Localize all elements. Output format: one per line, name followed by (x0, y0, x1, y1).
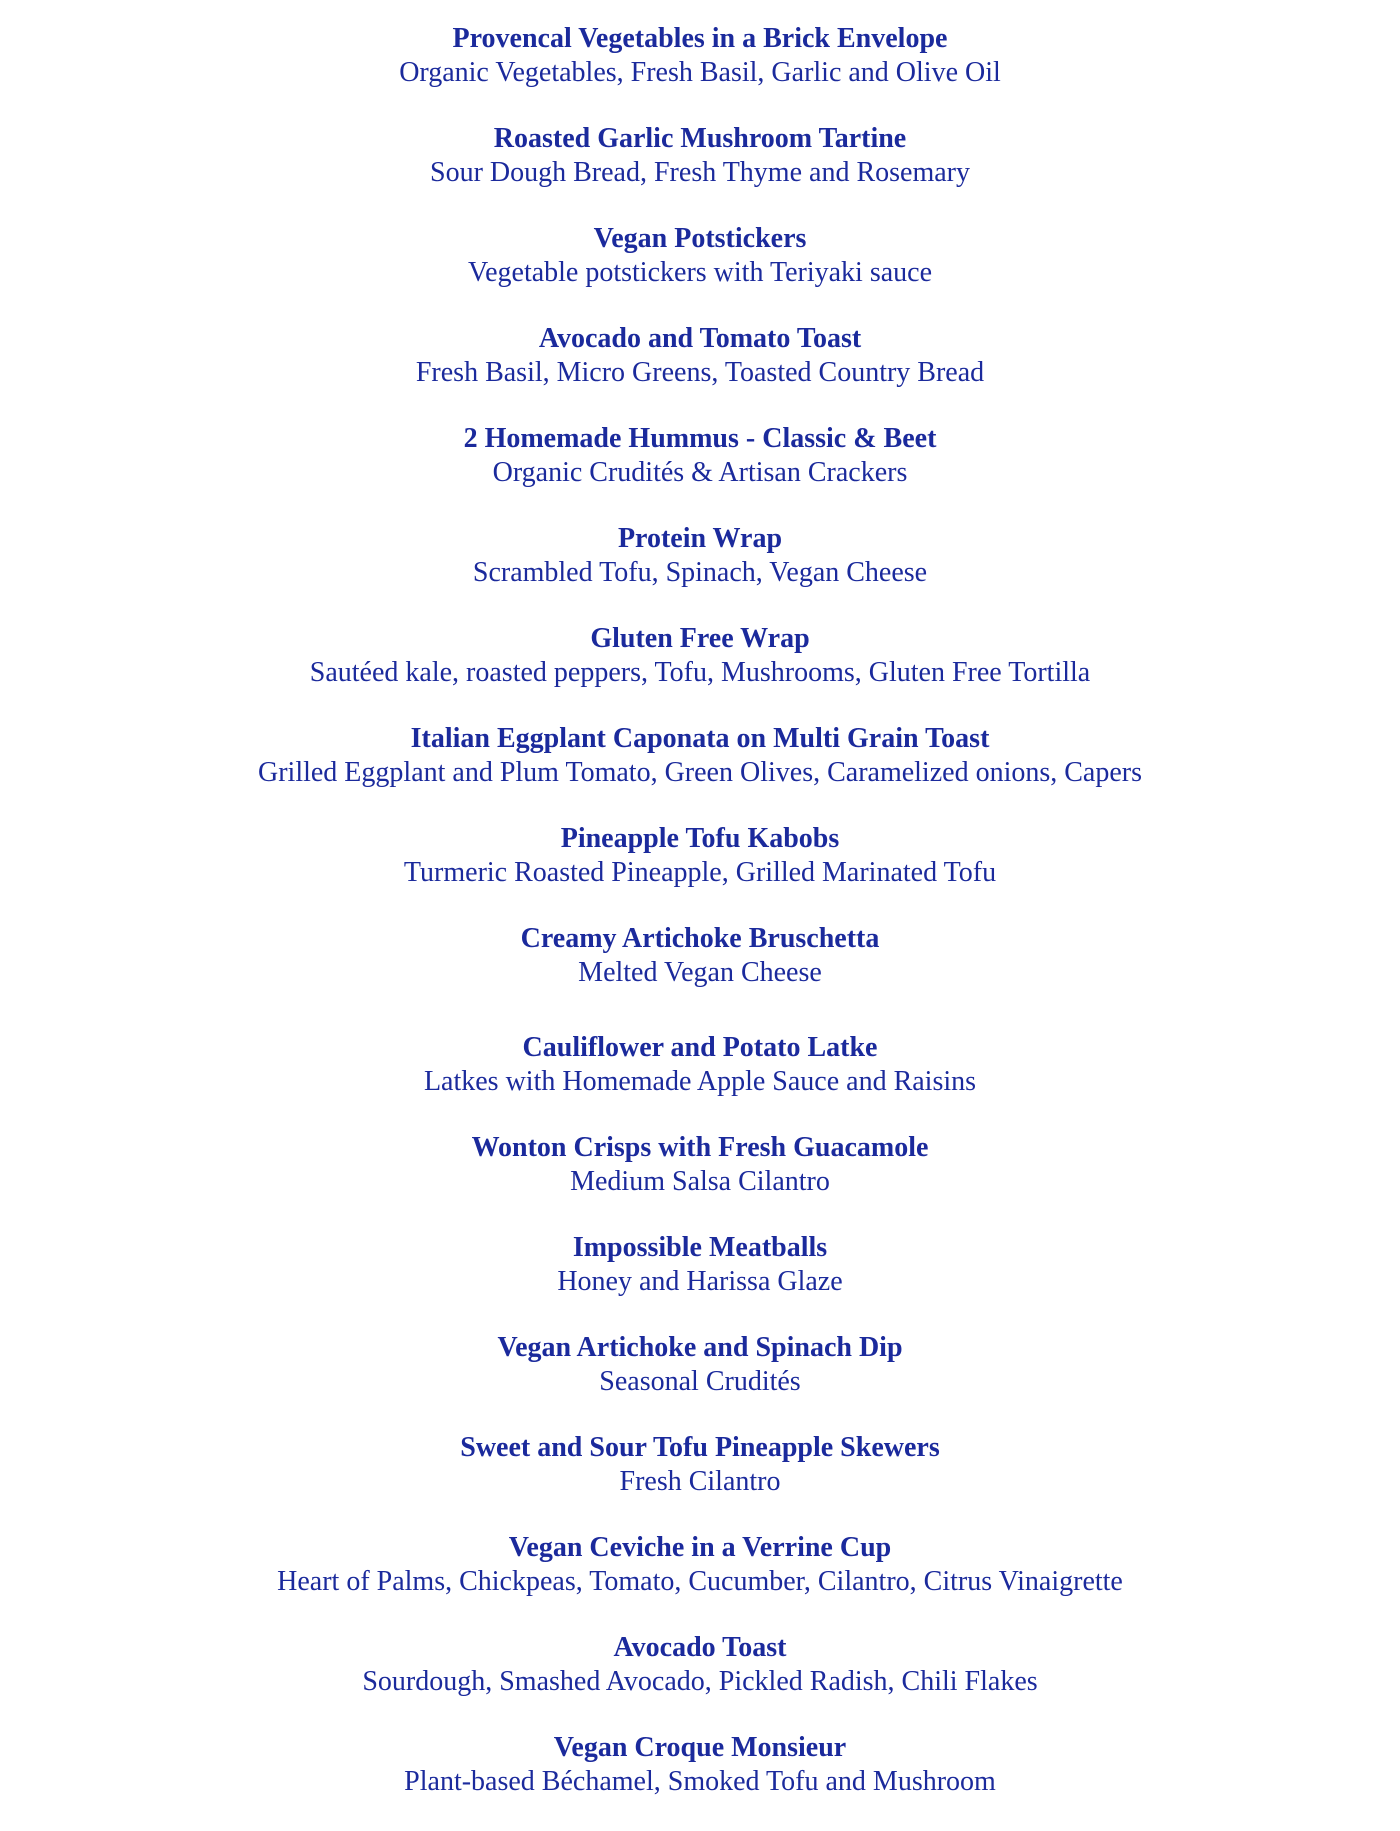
menu-item (0, 1231, 1400, 1331)
menu-item-description: Heart of Palms, Chickpeas, Tomato, Cucumber, Cilantro, Citrus Vinaigrette (277, 1566, 1123, 1597)
menu-item (0, 522, 1400, 622)
menu-item (0, 422, 1400, 522)
menu-item (0, 1431, 1400, 1531)
menu-item-description: Organic Vegetables, Fresh Basil, Garlic and Olive Oil (399, 57, 1001, 88)
menu-item-description: Latkes with Homemade Apple Sauce and Raisins (423, 1066, 977, 1097)
menu-item-description: Fresh Basil, Micro Greens, Toasted Country Bread (415, 357, 985, 388)
menu-item (0, 1631, 1400, 1731)
menu-item-description: Turmeric Roasted Pineapple, Grilled Marinated Tofu (403, 857, 997, 888)
menu-item-description: Organic Crudités & Artisan Crackers (492, 457, 908, 488)
menu-item-description: Melted Vegan Cheese (578, 957, 822, 988)
menu-item-title: Vegan Croque Monsieur (553, 1732, 847, 1763)
menu-item-title: Protein Wrap (617, 523, 783, 554)
menu-item (0, 1731, 1400, 1831)
menu-item-title: Vegan Artichoke and Spinach Dip (497, 1332, 903, 1363)
menu-item (0, 1331, 1400, 1431)
menu-item-description: Grilled Eggplant and Plum Tomato, Green Olives, Caramelized onions, Capers (258, 757, 1142, 788)
menu-item-title: Sweet and Sour Tofu Pineapple Skewers (460, 1432, 940, 1463)
menu-item-title: Wonton Crisps with Fresh Guacamole (471, 1132, 929, 1163)
menu-item (0, 1131, 1400, 1231)
menu-item (0, 622, 1400, 722)
menu-item-description: Sour Dough Bread, Fresh Thyme and Rosemary (430, 157, 970, 188)
menu-item-title: Vegan Ceviche in a Verrine Cup (508, 1532, 892, 1563)
menu-item-description: Scrambled Tofu, Spinach, Vegan Cheese (472, 557, 928, 588)
menu-item-title: Gluten Free Wrap (590, 623, 810, 654)
menu-item (0, 822, 1400, 922)
menu-list (0, 22, 1400, 1831)
menu-item-title: Pineapple Tofu Kabobs (560, 823, 840, 854)
menu-item-title: Provencal Vegetables in a Brick Envelope (452, 23, 948, 54)
menu-item-title: 2 Homemade Hummus - Classic & Beet (463, 423, 937, 454)
menu-item (0, 222, 1400, 322)
menu-item-title: Creamy Artichoke Bruschetta (520, 923, 880, 954)
menu-item-description: Plant-based Béchamel, Smoked Tofu and Mushroom (404, 1766, 996, 1797)
menu-item-description: Seasonal Crudités (599, 1366, 801, 1397)
menu-item (0, 722, 1400, 822)
menu-item-title: Cauliflower and Potato Latke (522, 1032, 878, 1063)
menu-item (0, 922, 1400, 1022)
menu-item-title: Impossible Meatballs (572, 1232, 828, 1263)
menu-item-description: Fresh Cilantro (619, 1466, 781, 1497)
menu-item (0, 1531, 1400, 1631)
menu-item (0, 22, 1400, 122)
menu-item-description: Honey and Harissa Glaze (557, 1266, 843, 1297)
menu-item-title: Italian Eggplant Caponata on Multi Grain Toast (410, 723, 990, 754)
menu-item-title: Avocado and Tomato Toast (538, 323, 862, 354)
menu-item (0, 1031, 1400, 1131)
menu-item-description: Sourdough, Smashed Avocado, Pickled Radish, Chili Flakes (362, 1666, 1038, 1697)
menu-item-title: Vegan Potstickers (593, 223, 807, 254)
menu-item-description: Medium Salsa Cilantro (570, 1166, 830, 1197)
menu-item (0, 122, 1400, 222)
menu-item (0, 322, 1400, 422)
menu-item-description: Sautéed kale, roasted peppers, Tofu, Mushrooms, Gluten Free Tortilla (309, 657, 1091, 688)
menu-item-description: Vegetable potstickers with Teriyaki sauce (467, 257, 933, 288)
menu-item-title: Avocado Toast (613, 1632, 787, 1663)
menu-item-title: Roasted Garlic Mushroom Tartine (493, 123, 907, 154)
